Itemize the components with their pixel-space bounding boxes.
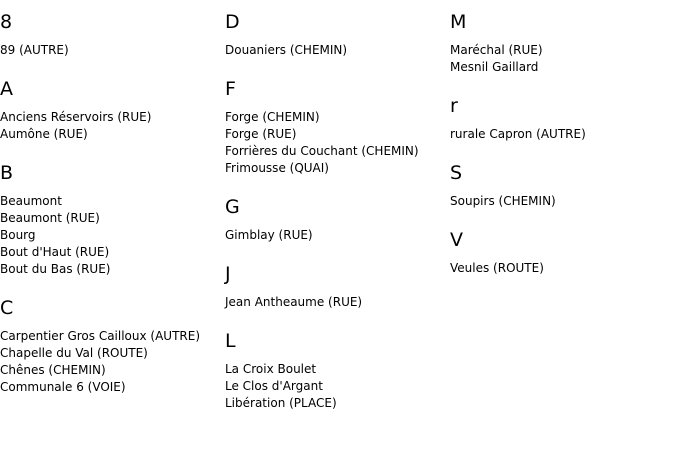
street-list: [0, 109, 222, 143]
letter-group: [450, 94, 672, 143]
street-link[interactable]: Carpentier Gros Cailloux (AUTRE): [0, 329, 201, 343]
street-list: [0, 328, 222, 396]
street-link[interactable]: Bout du Bas (RUE): [0, 262, 111, 276]
street-list: [225, 227, 447, 244]
street-link[interactable]: rurale Capron (AUTRE): [450, 127, 586, 141]
letter-group: [225, 77, 447, 177]
letter-group: [450, 228, 672, 277]
street-list: [450, 42, 672, 76]
street-link[interactable]: Forge (CHEMIN): [225, 110, 320, 124]
group-letter-heading: B: [0, 162, 14, 184]
street-link[interactable]: Douaniers (CHEMIN): [225, 43, 348, 57]
letter-group: [0, 10, 222, 59]
letter-group: [0, 77, 222, 143]
street-link[interactable]: Beaumont (RUE): [0, 211, 100, 225]
street-link[interactable]: Bout d'Haut (RUE): [0, 245, 110, 259]
street-link[interactable]: Veules (ROUTE): [450, 261, 544, 275]
street-list: [0, 42, 222, 59]
letter-group: [450, 161, 672, 210]
street-list: [225, 294, 447, 311]
street-link[interactable]: Bourg: [0, 228, 36, 242]
street-list: [225, 109, 447, 177]
letter-group: [225, 195, 447, 244]
index-column-3: [450, 10, 672, 295]
street-list: [225, 361, 447, 412]
street-list: [0, 193, 222, 278]
street-list: [225, 42, 447, 59]
street-link[interactable]: Libération (PLACE): [225, 396, 337, 410]
index-column-1: [0, 10, 222, 414]
street-link[interactable]: Anciens Réservoirs (RUE): [0, 110, 152, 124]
index-column-2: [225, 10, 447, 430]
group-letter-heading: G: [225, 196, 240, 218]
street-link[interactable]: Gimblay (RUE): [225, 228, 313, 242]
group-letter-heading: 8: [0, 11, 13, 33]
letter-group: [0, 161, 222, 278]
street-link[interactable]: Forrières du Couchant (CHEMIN): [225, 144, 419, 158]
street-link[interactable]: Forge (RUE): [225, 127, 297, 141]
group-letter-heading: V: [450, 229, 463, 251]
letter-group: [225, 10, 447, 59]
street-link[interactable]: Le Clos d'Argant: [225, 379, 323, 393]
street-link[interactable]: Jean Antheaume (RUE): [225, 295, 363, 309]
group-letter-heading: L: [225, 330, 236, 352]
street-link[interactable]: Maréchal (RUE): [450, 43, 543, 57]
group-letter-heading: A: [0, 78, 13, 100]
street-list: [450, 260, 672, 277]
group-letter-heading: J: [225, 263, 231, 285]
group-letter-heading: F: [225, 78, 236, 100]
street-link[interactable]: Chênes (CHEMIN): [0, 363, 106, 377]
street-list: [450, 193, 672, 210]
street-link[interactable]: Communale 6 (VOIE): [0, 380, 126, 394]
street-link[interactable]: Soupirs (CHEMIN): [450, 194, 556, 208]
group-letter-heading: S: [450, 162, 463, 184]
street-link[interactable]: Mesnil Gaillard: [450, 60, 539, 74]
letter-group: [450, 10, 672, 76]
letter-group: [225, 329, 447, 412]
group-letter-heading: C: [0, 297, 14, 319]
street-link[interactable]: 89 (AUTRE): [0, 43, 69, 57]
street-link[interactable]: Beaumont: [0, 194, 62, 208]
street-link[interactable]: La Croix Boulet: [225, 362, 317, 376]
street-link[interactable]: Aumône (RUE): [0, 127, 88, 141]
group-letter-heading: D: [225, 11, 240, 33]
street-link[interactable]: Frimousse (QUAI): [225, 161, 329, 175]
street-list: [450, 126, 672, 143]
letter-group: [0, 296, 222, 396]
group-letter-heading: r: [450, 95, 458, 117]
letter-group: [225, 262, 447, 311]
street-link[interactable]: Chapelle du Val (ROUTE): [0, 346, 148, 360]
group-letter-heading: M: [450, 11, 467, 33]
